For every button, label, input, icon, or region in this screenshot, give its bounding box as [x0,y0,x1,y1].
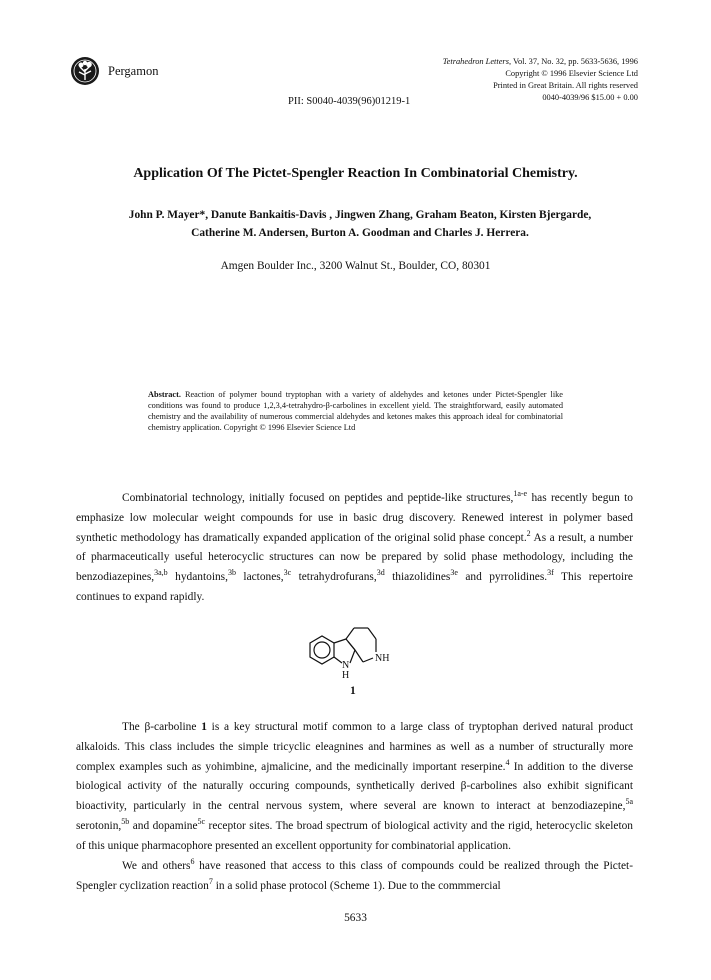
author-line-2: Catherine M. Andersen, Burton A. Goodman and Charles J. Herrera. [191,227,529,239]
price-line: 0040-4039/96 $15.00 + 0.00 [542,93,638,102]
compound-label: 1 [350,685,356,697]
citation-ref: 2 [526,528,531,538]
body-paragraph-1: Combinatorial technology, initially focused on peptides and peptide-like structures,$^{1a-e}$ has recently begun to emphasize low molecular weight compounds for use in basic drug discovery. Renewed interest in polymer based synthetic methodology has dramatically expanded application of the original solid phase concept.$^2$ As a result, a number of pharmaceutically useful heterocyclic structures can now be prepared by solid phase methodology, including the benzodiazepines,$^{3a,b}$ hydantoins,$^{3b}$ lactones,$^{3c}$ tetrahydrofurans,$^{3d}$ thiazolidines$^{3e}$ and pyrrolidines.$^{3f}$ This repertoire continues to expand rapidly. [76,489,633,603]
beta-carboline-structure [300,622,420,692]
abstract-text: Reaction of polymer bound tryptophan with a variety of aldehydes and ketones under Pictet-Spengler like conditions was found to produce 1,2,3,4-tetrahydro-β-carbolines in excellent yield. The straightforward, easily automated chemistry and the availability of numerous commercial aldehydes and ketones makes this approach ideal for combinatorial chemistry application. Copyright © 1996 Elsevier Science Ltd [148,390,563,432]
citation-ref: 3c [283,568,292,578]
journal-name: Tetrahedron Letters [442,57,509,66]
citation-ref: 4 [505,757,510,767]
citation-ref: 7 [208,876,213,886]
article-title: Application Of The Pictet-Spengler Reaction In Combinatorial Chemistry. [133,166,578,181]
journal-info [443,56,638,104]
elsevier-tree-logo [70,56,100,86]
abstract [148,389,563,433]
author-list [60,206,660,242]
publisher-name: Pergamon [108,64,159,78]
citation-ref: 3e [450,568,458,578]
affiliation: Amgen Boulder Inc., 3200 Walnut St., Boulder, CO, 80301 [220,260,491,272]
printed-line: Printed in Great Britain. All rights reserved [493,81,638,90]
abstract-label: Abstract. [148,390,181,399]
nh-label: NH [375,653,390,664]
copyright-line: Copyright © 1996 Elsevier Science Ltd [505,69,638,78]
citation-ref: 5a [625,797,633,807]
journal-citation: Tetrahedron Letters, Vol. 37, No. 32, pp. 5633-5636, 1996 [442,57,638,66]
citation-ref: 3a,b [154,568,168,578]
citation-ref: 6 [190,857,195,866]
pii-number: PII: S0040-4039(96)01219-1 [288,96,411,107]
compound-ref: 1 [201,721,207,733]
n-label: N [342,660,350,671]
citation-ref: 5b [121,816,130,826]
body-paragraph-3: We and others$^6$ have reasoned that access to this class of compounds could be realized through the Pictet-Spengler cyclization reaction$^7$ in a solid phase protocol (Scheme 1). Due to the commmercial [76,857,634,892]
citation-ref: 3b [227,568,236,578]
author-line-1: John P. Mayer*, Danute Bankaitis-Davis , Jingwen Zhang, Graham Beaton, Kirsten Bjergarde, [128,209,592,221]
citation-ref: 5c [197,816,206,826]
citation-ref: 1a-e [513,489,528,498]
citation-ref: 3f [547,568,554,578]
citation-ref: 3d [376,568,385,578]
body-paragraph-2: The β-carboline 1 is a key structural motif common to a large class of tryptophan derived natural product alkaloids. This class includes the simple tricyclic eleagnines and harmines as well as a number of structurally more complex examples such as yohimbine, ajmalicine, and the medicinally important reserpine.$^4$ In addition to the diverse biological activity of the naturally occuring compounds, synthetically derived β-carbolines also exhibit significant bioactivity, particularly in the central nervous system, where several are known to interact at benzodiazepine,$^{5a}$ serotonin,$^{5b}$ and dopamine$^{5c}$ receptor sites. The broad spectrum of biological activity and the rigid, heterocyclic skeleton of this unique pharmacophore presented an excellent opportunity for combinatorial application. [76,721,634,852]
h-label: H [342,670,350,681]
page-number: 5633 [344,912,367,924]
